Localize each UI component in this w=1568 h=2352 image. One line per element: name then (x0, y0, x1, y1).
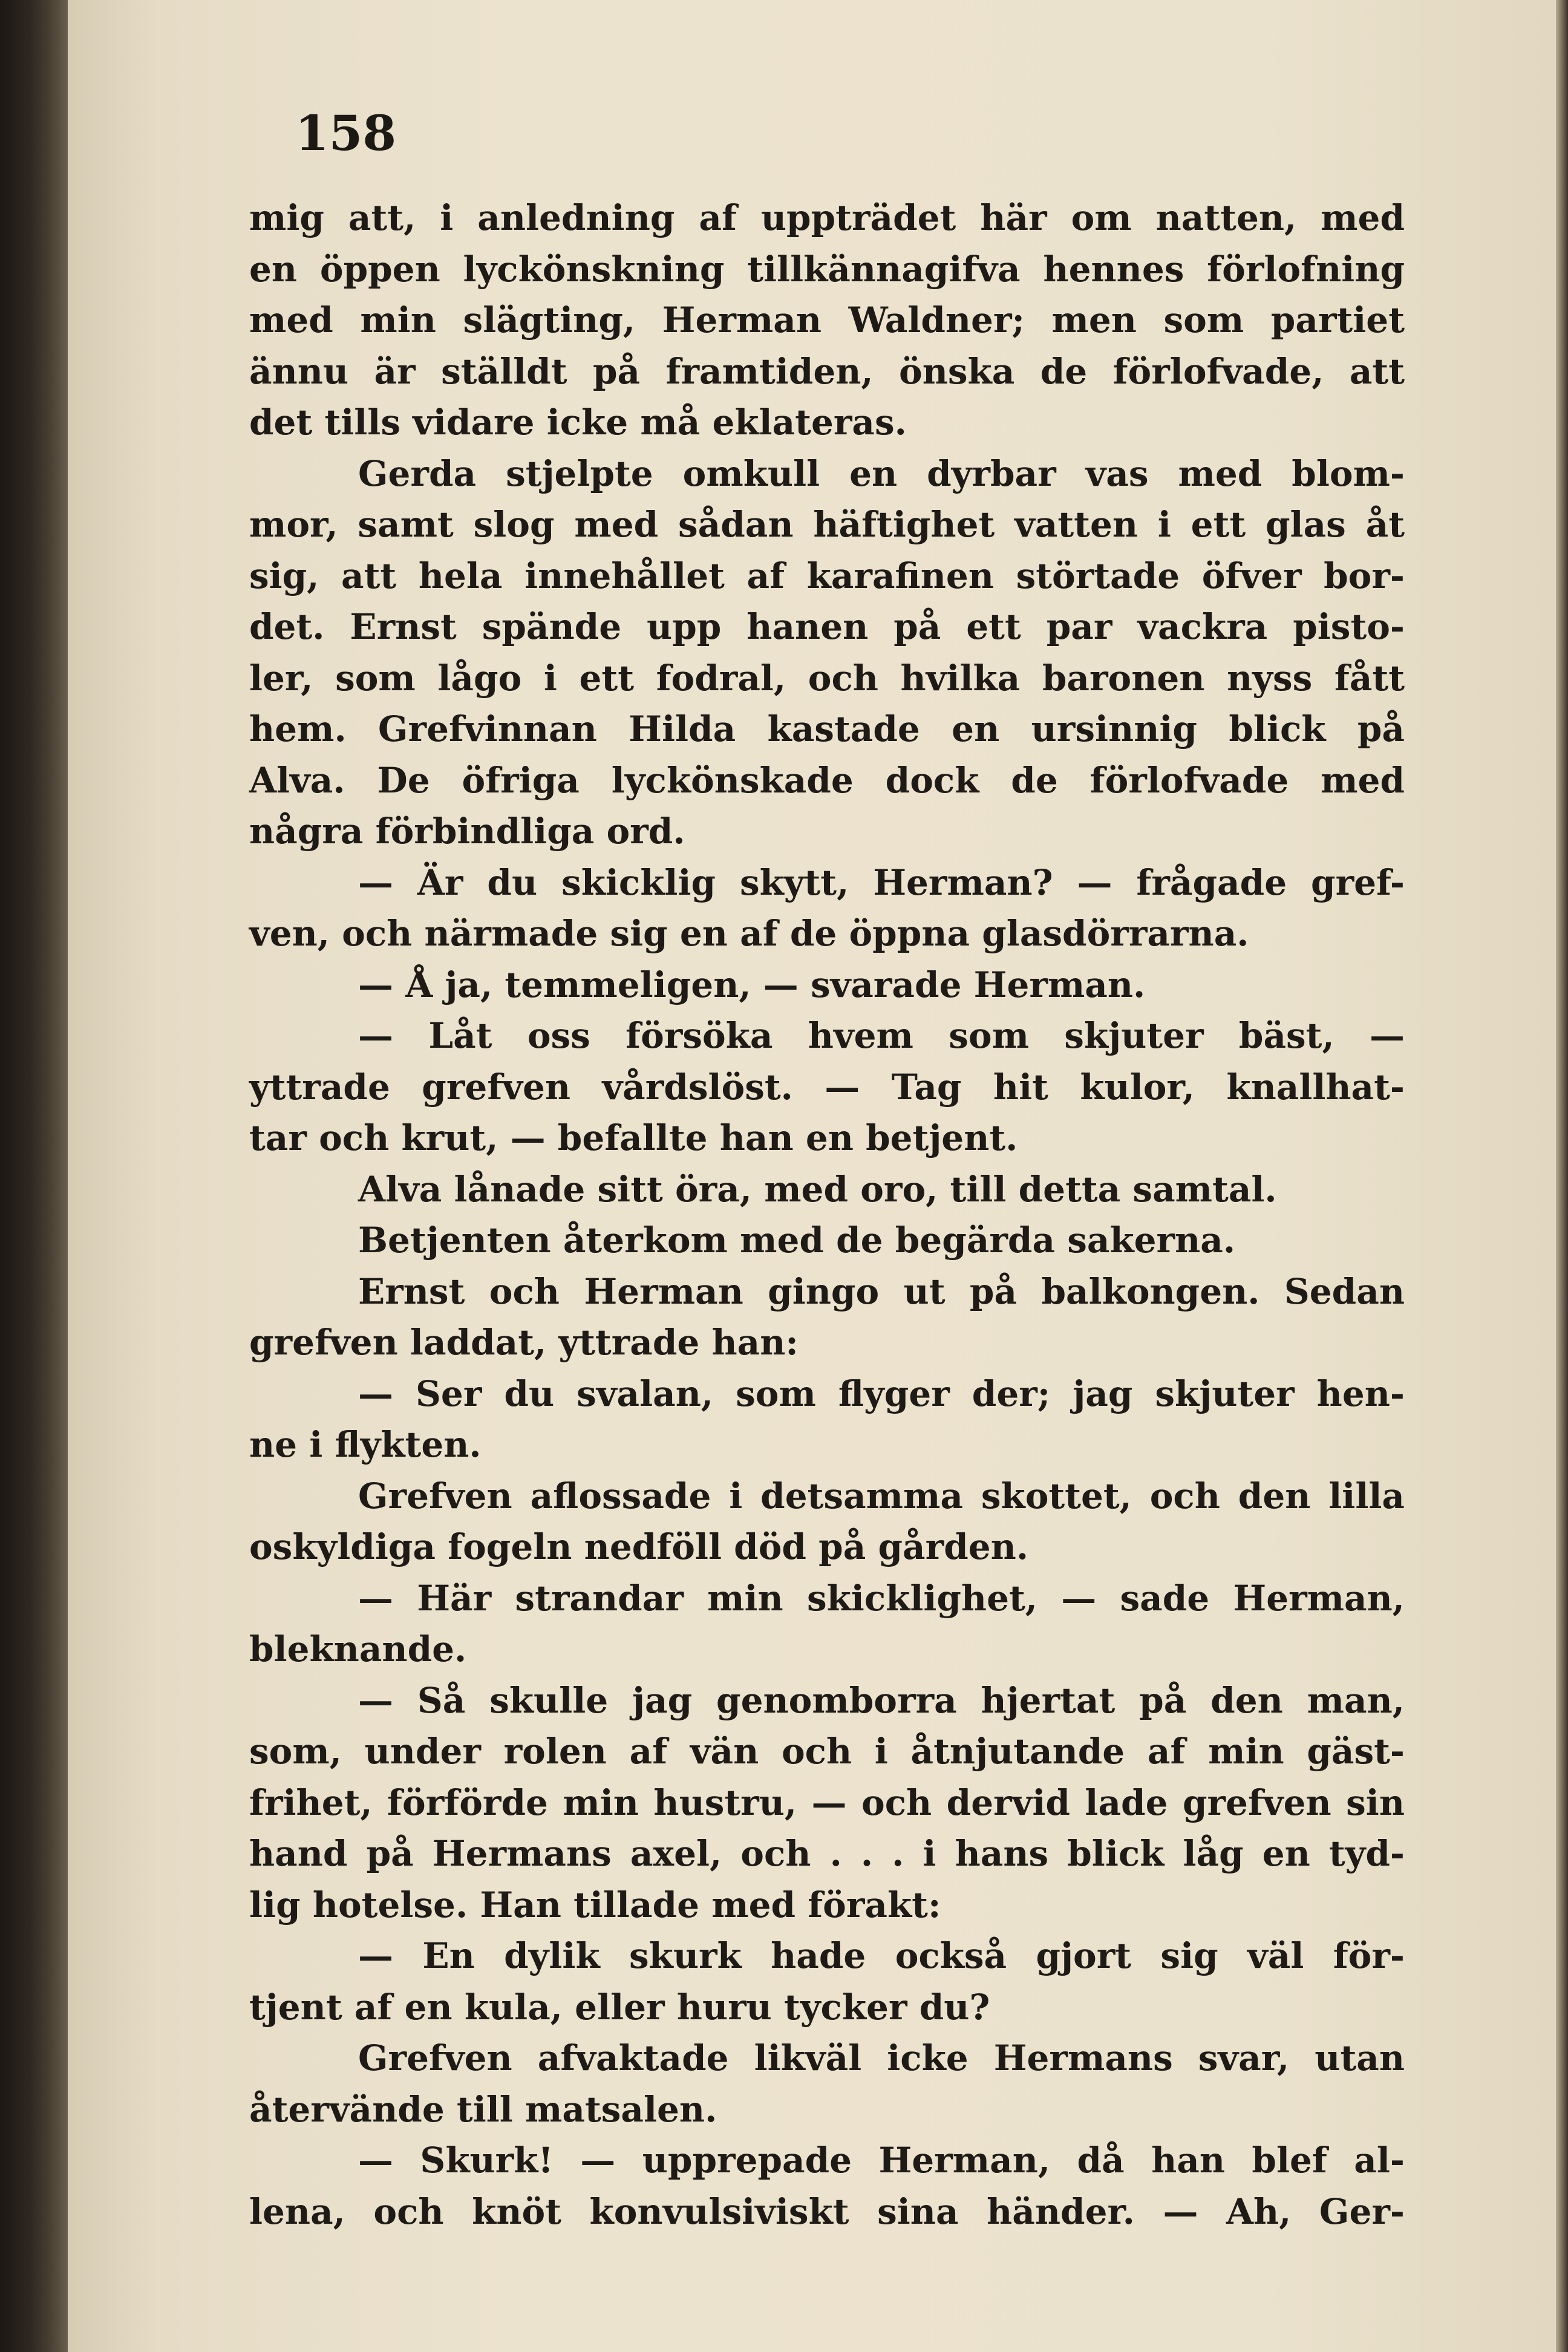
text-line: Ernst och Herman gingo ut på balkongen. Sedan (358, 1270, 1405, 1312)
text-line: tjent af en kula, eller huru tycker du? (249, 1986, 990, 2028)
text-line: som, under rolen af vän och i åtnjutande af min gäst- (249, 1731, 1405, 1772)
text-line: — Skurk! — upprepade Herman, då han blef al- (358, 2140, 1405, 2181)
page-edge (1556, 0, 1568, 2352)
text-line: återvände till matsalen. (249, 2088, 717, 2130)
text-line: yttrade grefven vårdslöst. — Tag hit kulor, knallhat- (249, 1066, 1405, 1108)
text-line: ven, och närmade sig en af de öppna glasdörrarna. (249, 913, 1249, 954)
text-line: ne i flykten. (249, 1424, 482, 1465)
text-line: Alva lånade sitt öra, med oro, till detta samtal. (358, 1168, 1277, 1210)
book-binding (0, 0, 68, 2352)
text-line: hand på Hermans axel, och . . . i hans blick låg en tyd- (249, 1833, 1405, 1874)
text-line: lig hotelse. Han tillade med förakt: (249, 1884, 941, 1926)
text-line: Alva. De öfriga lyckönskade dock de förlofvade med (249, 759, 1405, 801)
text-line: med min slägting, Herman Waldner; men som partiet (249, 299, 1405, 341)
text-line: ler, som lågo i ett fodral, och hvilka baronen nyss fått (249, 657, 1405, 699)
body-text (249, 192, 1405, 2237)
text-line: mig att, i anledning af uppträdet här om natten, med (249, 197, 1405, 238)
text-line: — Är du skicklig skytt, Herman? — frågade gref- (358, 861, 1405, 903)
text-line: Grefven afvaktade likväl icke Hermans svar, utan (358, 2037, 1405, 2079)
text-line: Gerda stjelpte omkull en dyrbar vas med blom- (358, 452, 1405, 494)
text-line: sig, att hela innehållet af karafinen störtade öfver bor- (249, 555, 1405, 596)
text-line: hem. Grefvinnan Hilda kastade en ursinnig blick på (249, 708, 1405, 750)
text-line: mor, samt slog med sådan häftighet vatten i ett glas åt (249, 504, 1405, 545)
text-line: Betjenten återkom med de begärda sakerna. (358, 1220, 1236, 1261)
text-line: — Låt oss försöka hvem som skjuter bäst, — (358, 1015, 1405, 1056)
text-line: grefven laddat, yttrade han: (249, 1322, 799, 1363)
text-line: — Å ja, temmeligen, — svarade Herman. (358, 964, 1146, 1005)
text-line: — En dylik skurk hade också gjort sig väl för- (358, 1935, 1405, 1976)
text-line: oskyldiga fogeln nedföll död på gården. (249, 1526, 1029, 1567)
text-line: en öppen lyckönskning tillkännagifva hennes förlofning (249, 248, 1405, 290)
page-number: 158 (295, 105, 396, 162)
text-line: — Ser du svalan, som flyger der; jag skjuter hen- (358, 1373, 1405, 1414)
text-line: några förbindliga ord. (249, 811, 685, 852)
text-line: — Här strandar min skicklighet, — sade Herman, (358, 1577, 1405, 1619)
text-line: frihet, förförde min hustru, — och dervid lade grefven sin (249, 1782, 1405, 1823)
text-line: tar och krut, — befallte han en betjent. (249, 1117, 1018, 1158)
text-line: det tills vidare icke må eklateras. (249, 402, 907, 443)
text-line: lena, och knöt konvulsiviskt sina händer. — Ah, Ger- (249, 2190, 1405, 2232)
text-line: Grefven aflossade i detsamma skottet, och den lilla (358, 1475, 1405, 1517)
text-line: bleknande. (249, 1628, 467, 1670)
text-line: ännu är ställdt på framtiden, önska de förlofvade, att (249, 350, 1405, 392)
text-line: det. Ernst spände upp hanen på ett par vackra pisto- (249, 606, 1405, 647)
text-line: — Så skulle jag genomborra hjertat på den man, (358, 1679, 1405, 1721)
